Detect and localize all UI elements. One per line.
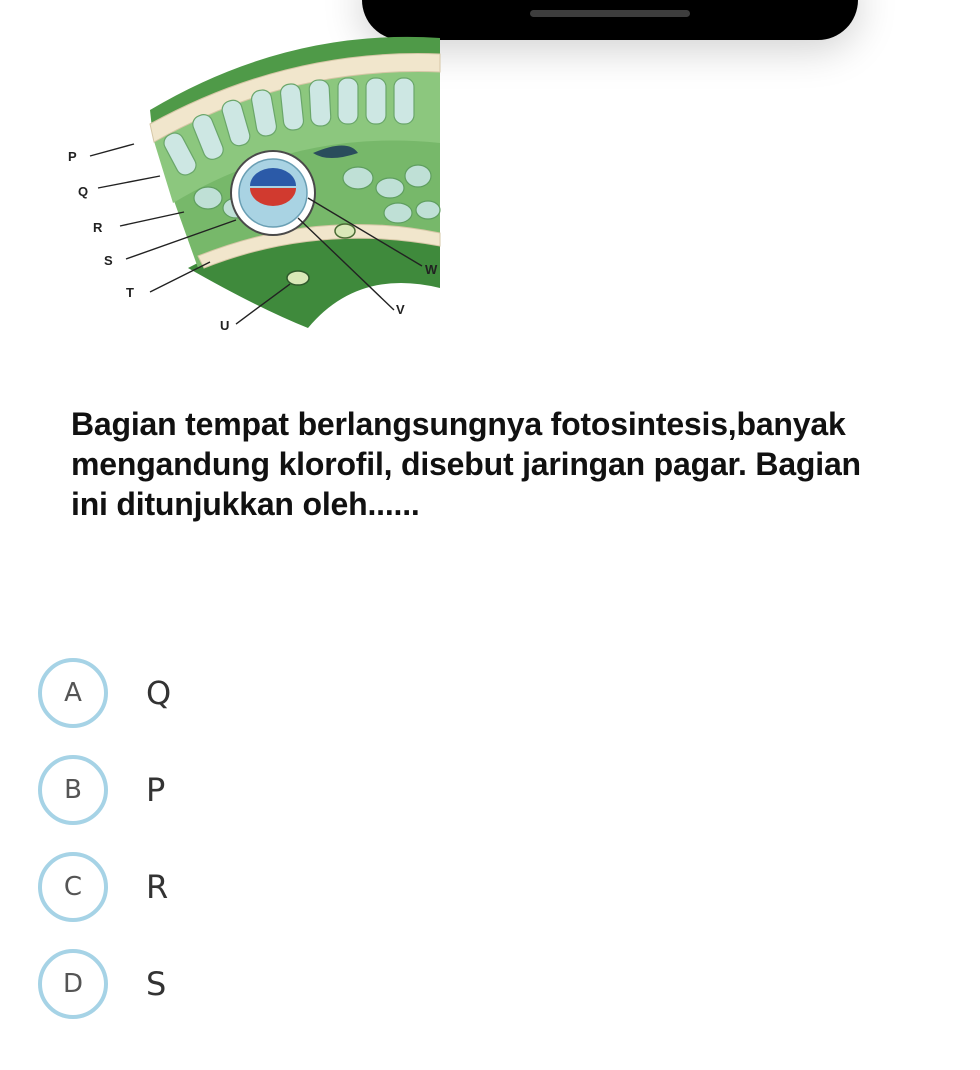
label-p: P [68,149,77,164]
option-answer-text: Q [146,674,172,712]
option-letter-badge: A [38,658,108,728]
stoma-lower [287,271,309,285]
leaf-diagram-svg [58,28,478,348]
option-letter-badge: D [38,949,108,1019]
question-text: Bagian tempat berlangsungnya fotosintesis,banyak mengandung klorofil, disebut jaringan pagar. Bagian ini ditunjukkan oleh...... [71,406,861,522]
drag-handle [530,10,690,17]
option-answer-text: R [146,868,169,906]
option-a[interactable] [38,658,638,728]
option-answer-text: S [146,965,167,1003]
option-d[interactable] [38,949,638,1019]
label-u: U [220,318,230,333]
label-t: T [126,285,134,300]
option-c[interactable] [38,852,638,922]
option-letter-badge: C [38,852,108,922]
option-b[interactable] [38,755,638,825]
answer-options [38,658,638,1046]
option-answer-text: P [146,771,166,809]
label-w: W [425,262,438,277]
leaf-cross-section-diagram [58,28,478,348]
label-q: Q [78,184,89,199]
stoma-upper [335,224,355,238]
label-s: S [104,253,113,268]
option-letter-badge: B [38,755,108,825]
label-r: R [93,220,103,235]
label-v: V [396,302,405,317]
